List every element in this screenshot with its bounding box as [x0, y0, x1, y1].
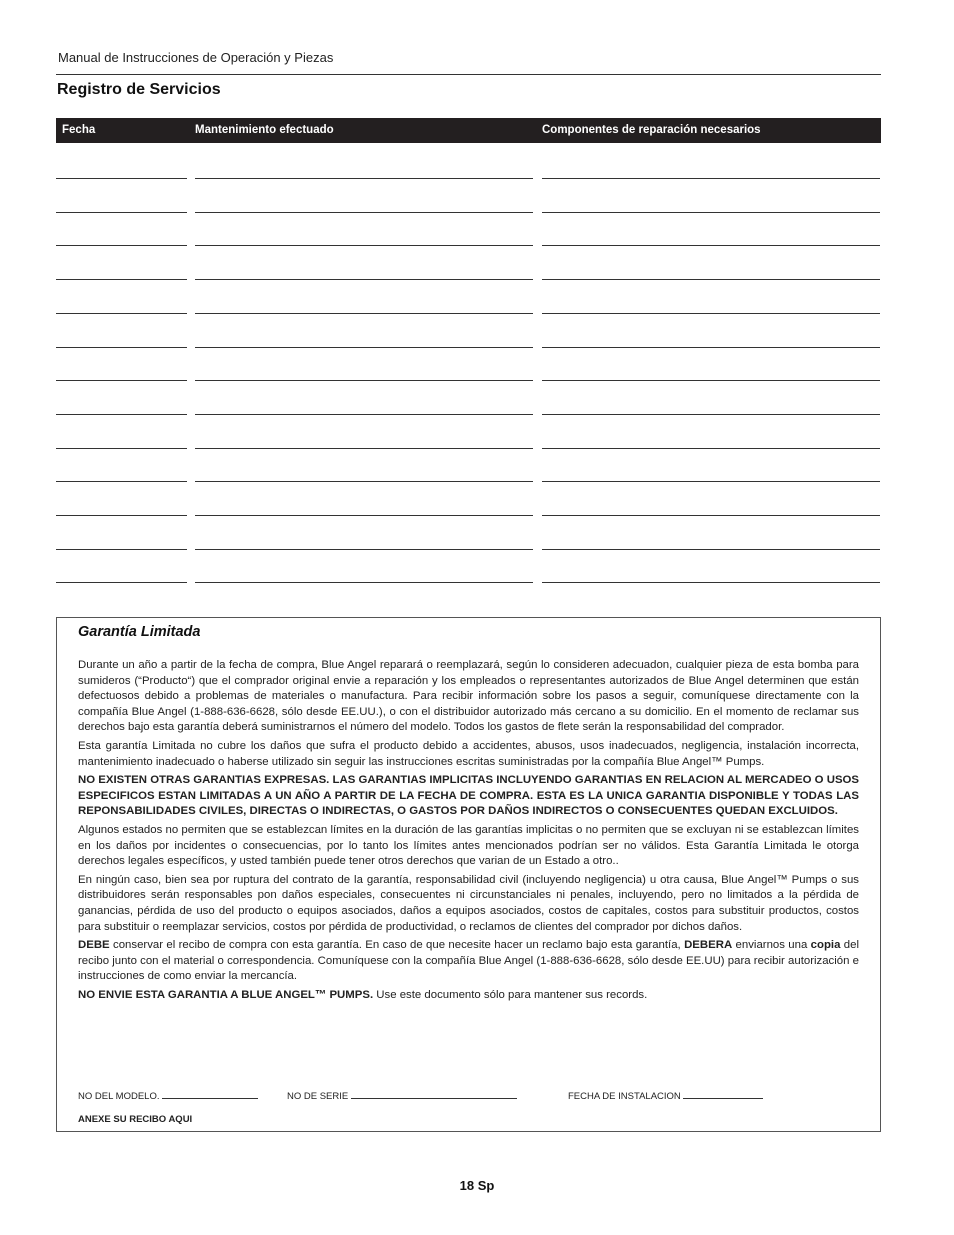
service-row-parts-line[interactable]	[542, 212, 880, 213]
service-row-parts-line[interactable]	[542, 549, 880, 550]
service-row-date-line[interactable]	[56, 245, 187, 246]
service-row-maintenance-line[interactable]	[195, 212, 533, 213]
install-date-blank[interactable]	[683, 1090, 763, 1099]
service-row-parts-line[interactable]	[542, 245, 880, 246]
service-row-parts-line[interactable]	[542, 448, 880, 449]
service-row-maintenance-line[interactable]	[195, 245, 533, 246]
service-row-parts-line[interactable]	[542, 380, 880, 381]
service-row-parts-line[interactable]	[542, 178, 880, 179]
service-row-maintenance-line[interactable]	[195, 279, 533, 280]
model-number-label: NO DEL MODELO.	[78, 1091, 160, 1102]
service-row-parts-line[interactable]	[542, 582, 880, 583]
serial-number-label: NO DE SERIE	[287, 1091, 349, 1102]
service-row-parts-line[interactable]	[542, 313, 880, 314]
column-header-date: Fecha	[62, 124, 96, 136]
warranty-title: Garantía Limitada	[78, 624, 201, 640]
install-date-field[interactable]	[568, 1090, 763, 1102]
warranty-paragraph: En ningún caso, bien sea por ruptura del contrato de la garantía, responsabilidad civil (incluyendo negligencia) u otra causa, Blue Angel™ Pumps o sus distribuidores serán responsables pon daños especiales, consecuentes ni circunstanciales ni penales, incluyendo, pero no limitados a la pérdida de ganancias, pérdida de uso del producto o equipos asociados, daños a equipos asociados, costos de capitales, costos para substituir productos, costos para substituir o reemplazar servicios, costos por pérdida de productividad, o reclamos de clientes del comprador por dichos daños.	[78, 873, 859, 933]
service-row-maintenance-line[interactable]	[195, 448, 533, 449]
service-row-date-line[interactable]	[56, 178, 187, 179]
service-row-date-line[interactable]	[56, 481, 187, 482]
service-row-parts-line[interactable]	[542, 481, 880, 482]
service-row-date-line[interactable]	[56, 347, 187, 348]
service-row-date-line[interactable]	[56, 380, 187, 381]
service-row-maintenance-line[interactable]	[195, 380, 533, 381]
service-row-date-line[interactable]	[56, 313, 187, 314]
warranty-paragraph: Esta garantía Limitada no cubre los daños que sufra el producto debido a accidentes, abusos, usos inadecuados, negligencia, instalación incorrecta, mantenimiento inadecuado o haberse utilizado sin seguir las instrucciones escritas suministradas por la compañía Blue Angel™ Pumps.	[78, 739, 859, 768]
service-row-maintenance-line[interactable]	[195, 515, 533, 516]
service-row-maintenance-line[interactable]	[195, 347, 533, 348]
service-row-parts-line[interactable]	[542, 515, 880, 516]
service-row-maintenance-line[interactable]	[195, 481, 533, 482]
service-row-date-line[interactable]	[56, 279, 187, 280]
column-header-parts: Componentes de reparación necesarios	[542, 124, 761, 136]
serial-number-blank[interactable]	[351, 1090, 517, 1099]
header-rule	[56, 74, 881, 75]
service-row-maintenance-line[interactable]	[195, 549, 533, 550]
model-number-field[interactable]	[78, 1090, 258, 1102]
warranty-paragraph: Durante un año a partir de la fecha de compra, Blue Angel reparará o reemplazará, según lo consideren adecuadon, cualquier pieza de esta bomba para sumideros (“Producto“) que el comprador original envie a reparación y los empleados o representantes autorizados de Blue Angel determinen que están defectuosos debido a problemas de materiales o manufactura. Para recibir información sobre los pasos a seguir, comuníquese directamente con la compañía Blue Angel (1-888-636-6628, sólo desde EE.UU.), o con el distribuidor autorizado más cercano a su domicilio. En el momento de reclamar sus derechos bajo esta garantía deberá suministrarnos el número del modelo. Todos los gastos de flete serán la responsabilidad del comprador.	[78, 659, 859, 734]
service-row-date-line[interactable]	[56, 515, 187, 516]
service-row-date-line[interactable]	[56, 414, 187, 415]
service-row-parts-line[interactable]	[542, 414, 880, 415]
warranty-body	[78, 658, 859, 1006]
service-row-parts-line[interactable]	[542, 347, 880, 348]
attach-receipt-label: ANEXE SU RECIBO AQUI	[78, 1114, 193, 1125]
warranty-disclaimer: NO EXISTEN OTRAS GARANTIAS EXPRESAS. LAS GARANTIAS IMPLICITAS INCLUYENDO GARANTIAS EN RELACION AL MERCADEO O USOS ESPECIFICOS ESTAN LIMITADAS A UN AÑO A PARTIR DE LA FECHA DE COMPRA. ESTA ES LA UNICA GARANTIA DISPONIBLE Y TODAS LAS REPONSABILIDADES CIVILES, DIRECTAS O INDIRECTAS, O GASTOS POR DAÑOS INDIRECTOS O CONSECUENTES QUEDAN EXCLUIDOS.	[78, 774, 859, 818]
page-number: 18 Sp	[459, 1178, 495, 1193]
warranty-paragraph: DEBE conservar el recibo de compra con esta garantía. En caso de que necesite hacer un reclamo bajo esta garantía, DEBERA enviarnos una copia del recibo junto con el material o correspondencia. Comuníquese con la compañía Blue Angel (1-888-636-6628, sólo desde EE.UU) para recibir autorización e instrucciones de como enviar la mercancía.	[78, 939, 859, 983]
column-header-maintenance: Mantenimiento efectuado	[195, 124, 334, 136]
section-title: Registro de Servicios	[57, 81, 221, 98]
service-row-date-line[interactable]	[56, 212, 187, 213]
warranty-notice: NO ENVIE ESTA GARANTIA A BLUE ANGEL™ PUMPS. Use este documento sólo para mantener sus records.	[78, 988, 648, 1001]
warranty-box	[56, 617, 881, 1132]
service-row-maintenance-line[interactable]	[195, 313, 533, 314]
install-date-label: FECHA DE INSTALACION	[568, 1091, 681, 1102]
service-row-maintenance-line[interactable]	[195, 414, 533, 415]
service-row-maintenance-line[interactable]	[195, 178, 533, 179]
service-table-header	[56, 118, 881, 143]
service-row-maintenance-line[interactable]	[195, 582, 533, 583]
model-number-blank[interactable]	[162, 1090, 258, 1099]
service-row-parts-line[interactable]	[542, 279, 880, 280]
service-row-date-line[interactable]	[56, 582, 187, 583]
manual-title: Manual de Instrucciones de Operación y Piezas	[58, 50, 334, 65]
serial-number-field[interactable]	[287, 1090, 517, 1102]
service-row-date-line[interactable]	[56, 549, 187, 550]
service-row-date-line[interactable]	[56, 448, 187, 449]
warranty-paragraph: Algunos estados no permiten que se establezcan límites en la duración de las garantías implicitas o no permiten que se excluyan ni se establezcan límites en los daños por incidentes o consecuencias, por lo tanto los límites antes mencionados podrían ser no válidos. Esta Garantía Limitada le otorga derechos legales específicos, y usted también puede tener otros derechos que varian de un Estado a otro..	[78, 823, 859, 868]
